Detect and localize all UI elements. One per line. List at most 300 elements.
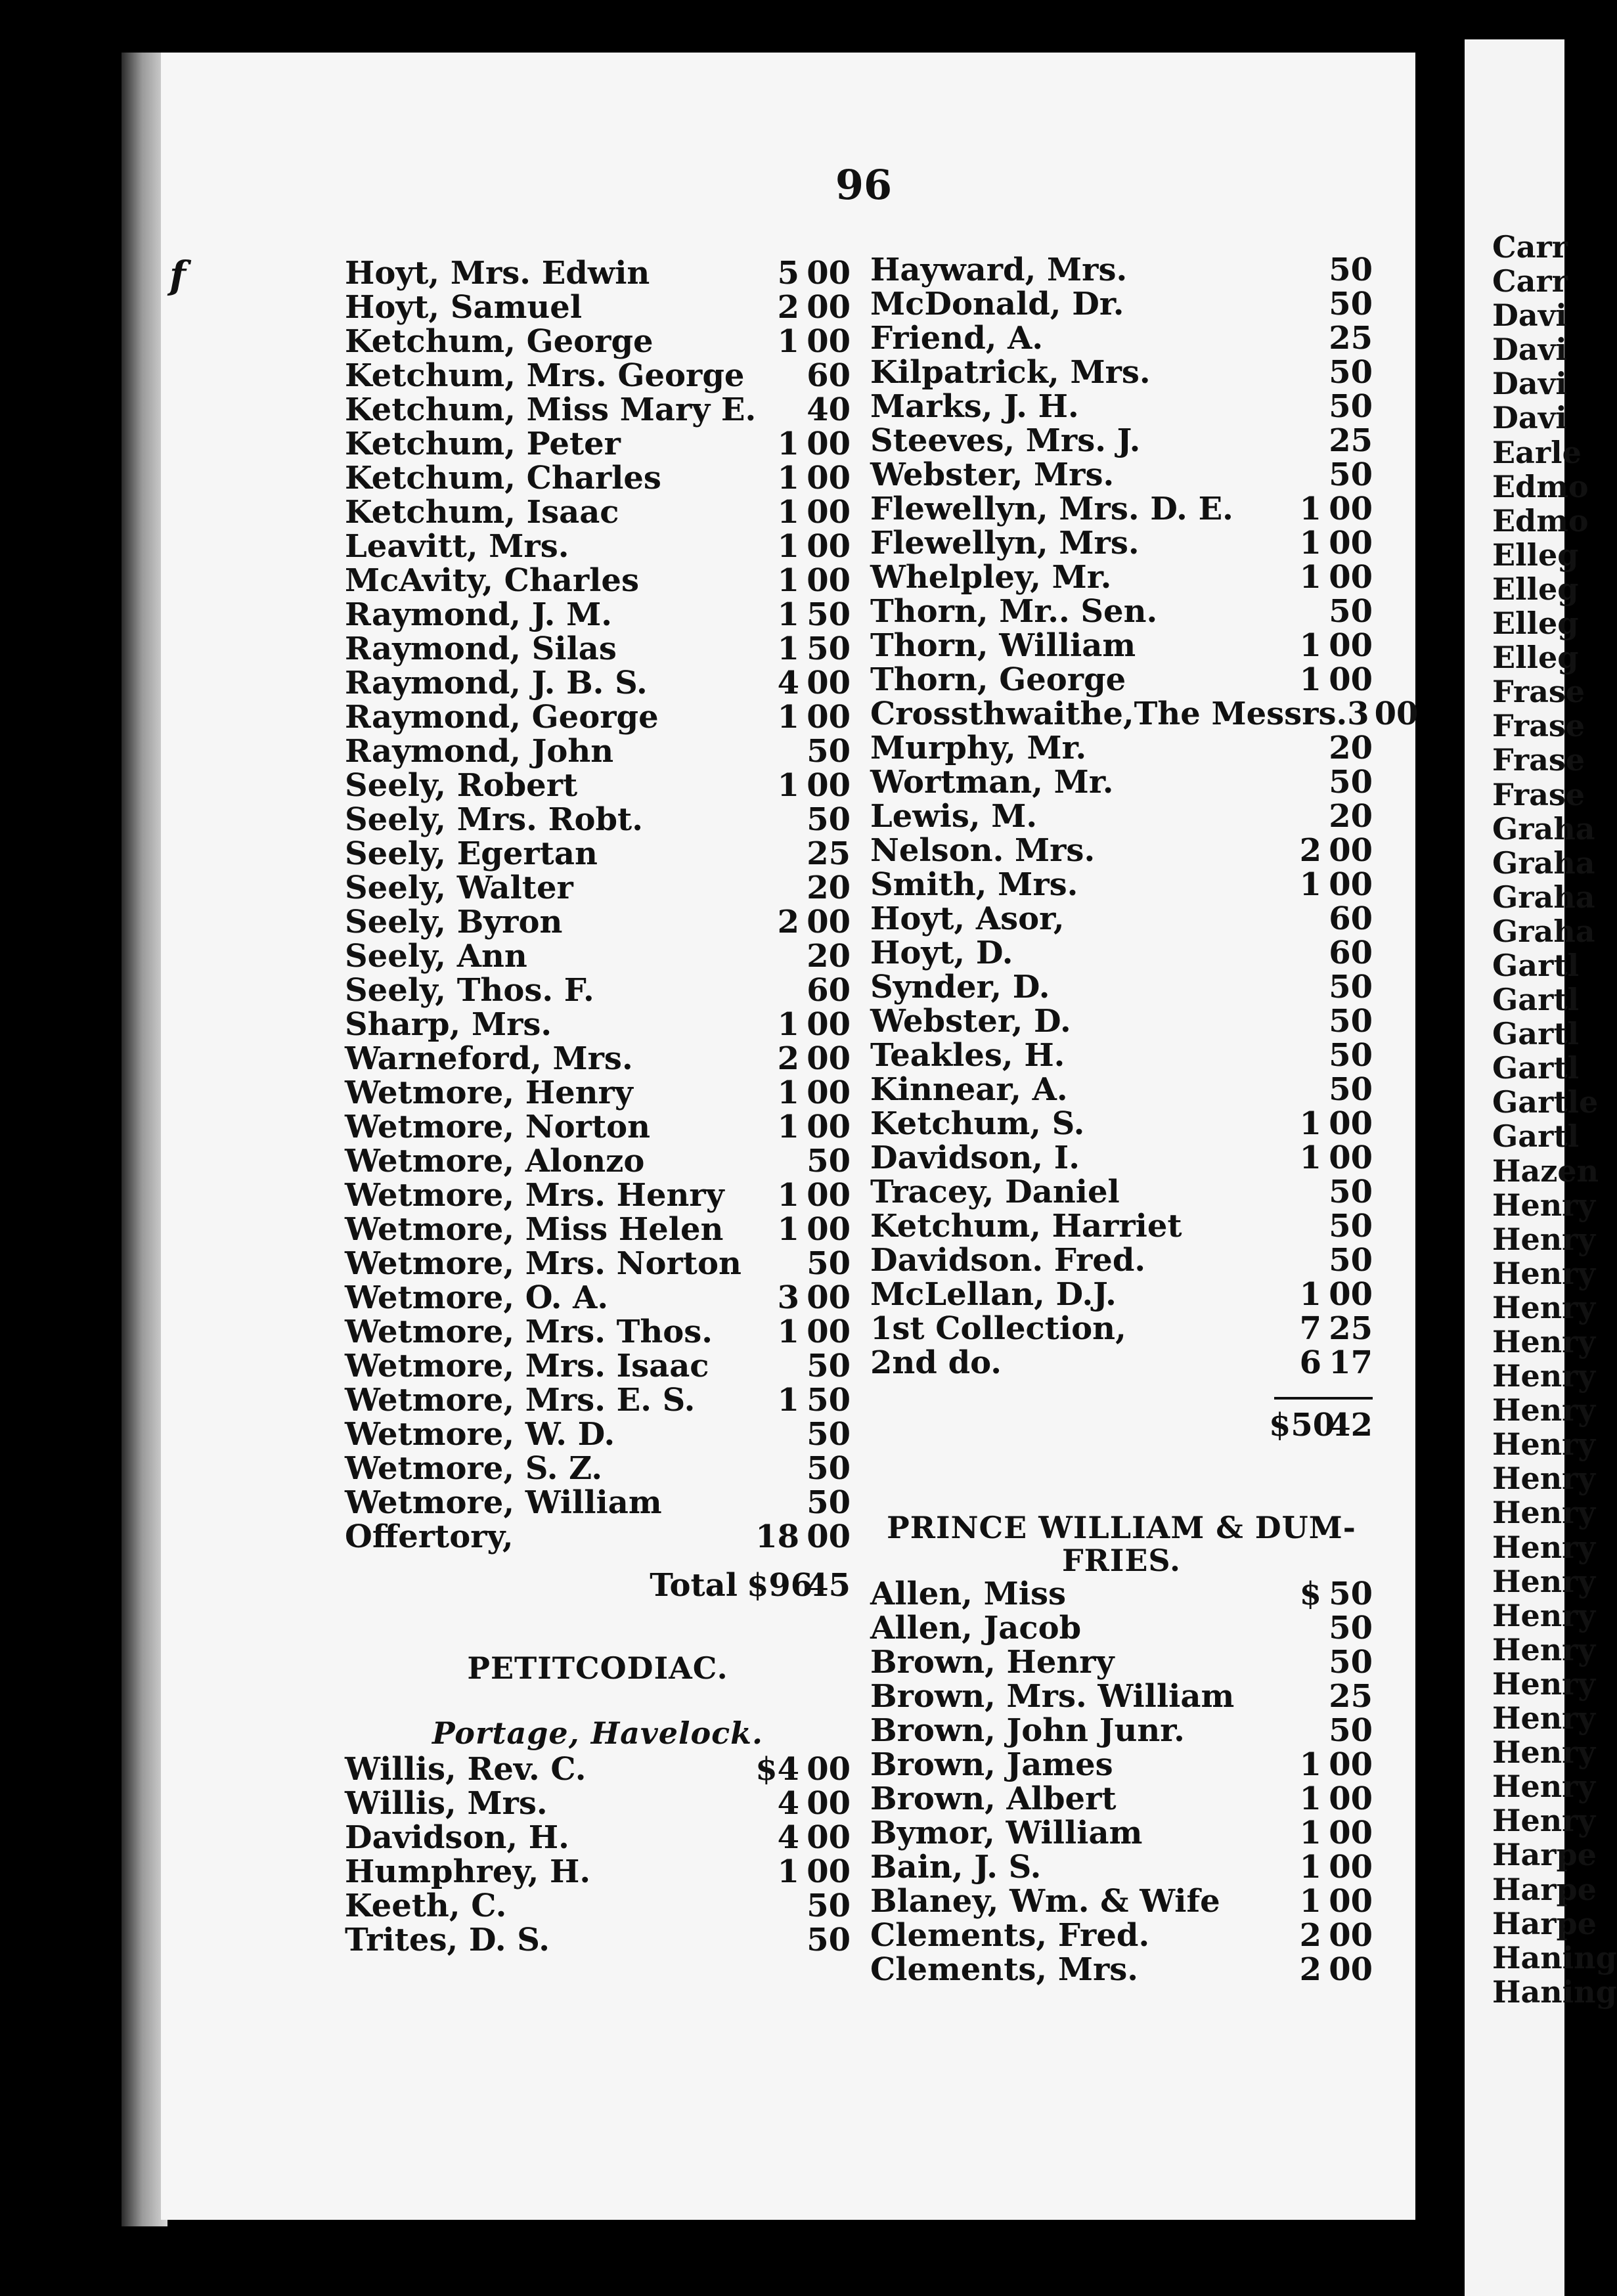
entry-name: Murphy, Mr. [870,730,1087,766]
entry-dollars: 2 [1299,1917,1321,1954]
entry-name: Wetmore, Norton [345,1109,651,1145]
entry-dollars [747,1349,805,1383]
entry-dollars: 1 [1299,525,1321,562]
entry-cents: 20 [807,870,851,906]
entry-dollars: $4 [755,1751,799,1788]
entry-name: Keeth, C. [345,1888,507,1924]
entry-name: Wetmore, W. D. [345,1416,615,1453]
entry-cents: 50 [807,596,851,633]
entry-row [345,461,851,495]
next-page-fragment: Henry [1492,1734,1596,1771]
entry-row [345,393,851,427]
entry-name: Ketchum, Charles [345,460,661,497]
entry-cents: 50 [807,1922,851,1958]
entry-cents: 50 [807,1888,851,1924]
entry-name: Smith, Mrs. [870,866,1078,903]
entry-name: Willis, Mrs. [345,1785,548,1822]
entry-row [345,1417,851,1451]
entry-row [870,389,1373,424]
entry-dollars [1269,1004,1327,1038]
entry-dollars [1269,765,1327,799]
entry-row [870,526,1373,560]
entry-row [870,560,1373,594]
petitcodiac-entries [345,1752,851,1957]
petitcodiac-heading: PETITCODIAC. [467,1650,728,1686]
next-page-fragment: Frase [1492,776,1585,812]
entry-cents: 60 [1329,935,1373,971]
entry-cents: 50 [807,1382,851,1419]
entry-row [345,803,851,837]
entry-dollars [1269,799,1327,833]
left-total-label: Total [650,1567,738,1604]
entry-cents: 00 [807,426,851,462]
entry-cents: 20 [807,938,851,975]
entry-cents: 00 [1329,1815,1373,1851]
next-page-fragment: Graha [1492,879,1595,915]
entry-name: Raymond, George [345,699,659,736]
entry-row [870,355,1373,389]
entry-dollars: 1 [777,1177,799,1214]
entry-name: Raymond, Silas [345,630,617,667]
entry-cents: 50 [807,1348,851,1384]
entry-cents: 50 [1329,969,1373,1005]
entry-dollars [756,393,807,427]
entry-dollars: 4 [777,1819,799,1856]
next-page-fragment: Henry [1492,1631,1596,1667]
entry-dollars: 1 [777,426,799,462]
entry-name: Sharp, Mrs. [345,1006,552,1043]
next-page-fragment: Carr [1492,229,1568,265]
entry-row [345,700,851,734]
entry-row [345,290,851,324]
entry-name: Thorn, William [870,627,1136,664]
entry-name: Flewellyn, Mrs. D. E. [870,491,1233,527]
entry-row [345,1786,851,1821]
entry-name: Willis, Rev. C. [345,1751,587,1788]
entry-cents: 50 [1329,1003,1373,1040]
entry-cents: 50 [1329,354,1373,391]
right-total-cents: 42 [1329,1407,1373,1444]
entry-dollars: 1 [777,767,799,804]
entry-name: Crossthwaithe,The Messrs. [870,695,1348,732]
entry-row [345,1383,851,1417]
entry-row [345,1281,851,1315]
entry-dollars: 1 [1299,1883,1321,1920]
entry-row [345,905,851,939]
entry-row [870,1107,1373,1141]
entry-row [345,598,851,632]
entry-name: Seely, Robert [345,767,578,804]
next-page-fragment: Henry [1492,1255,1596,1291]
entry-row [870,833,1373,868]
next-page-fragment: Hazen [1492,1153,1599,1189]
next-page-fragment: Carr [1492,263,1568,299]
entry-name: Ketchum, George [345,323,653,360]
entry-name: Ketchum, Harriet [870,1208,1182,1245]
entry-cents: 50 [1329,1037,1373,1074]
entry-name: Trites, D. S. [345,1922,550,1958]
entry-cents: 50 [1329,456,1373,493]
entry-dollars: 1 [777,1314,799,1350]
next-page-fragment: Davi [1492,366,1567,402]
entry-name: Seely, Egertan [345,835,598,872]
entry-name: Brown, John Junr. [870,1712,1185,1749]
entry-cents: 00 [807,289,851,326]
prince-william-entries [870,1577,1373,1987]
entry-row [870,1577,1373,1611]
entry-dollars: 4 [777,1785,799,1822]
right-total-dollars: $50 [1269,1407,1335,1444]
entry-row [345,1889,851,1923]
entry-name: Ketchum, S. [870,1105,1085,1142]
entry-cents: 25 [807,835,851,872]
entry-name: Offertory, [345,1518,514,1555]
entry-cents: 00 [1329,1746,1373,1783]
next-page-text [1492,229,1617,2010]
entry-cents: 00 [807,1751,851,1788]
entry-name: McAvity, Charles [345,562,639,599]
entry-row [870,1713,1373,1748]
entry-dollars [1269,594,1327,629]
next-page-fragment: Graha [1492,845,1595,881]
entry-dollars [747,1451,805,1486]
entry-dollars [1269,1679,1327,1713]
entry-row [870,902,1373,936]
entry-dollars [747,803,805,837]
entry-dollars: 1 [1299,1139,1321,1176]
next-page-fragment: Henry [1492,1495,1596,1531]
next-page-fragment: Elleg [1492,571,1579,607]
entry-row [870,1953,1373,1987]
entry-cents: 50 [807,1143,851,1180]
entry-dollars [1269,1209,1327,1243]
entry-name: Tracey, Daniel [870,1174,1120,1210]
entry-dollars: 1 [1299,1105,1321,1142]
next-page-fragment: Harpe [1492,1871,1597,1907]
entry-name: Thorn, George [870,661,1126,698]
entry-row [345,1451,851,1486]
entry-cents: 00 [807,1211,851,1248]
next-page-fragment: Harpe [1492,1837,1597,1873]
entry-name: Brown, Mrs. William [870,1678,1235,1715]
entry-name: Clements, Mrs. [870,1951,1138,1988]
entry-name: Seely, Byron [345,904,563,940]
entry-row [345,1212,851,1247]
entry-row [345,1076,851,1110]
entry-cents: 60 [807,357,851,394]
entry-name: Hoyt, Asor, [870,900,1065,937]
entry-dollars: 1 [777,1211,799,1248]
entry-dollars [747,1247,805,1281]
next-page-fragment: Henry [1492,1529,1596,1565]
entry-cents: 00 [1329,1951,1373,1988]
entry-dollars [1269,321,1327,355]
entry-name: Wetmore, Mrs. Thos. [345,1314,713,1350]
entry-row [345,1315,851,1349]
entry-dollars: 5 [777,255,799,292]
next-page-fragment: Henry [1492,1563,1596,1599]
entry-name: 2nd do. [870,1344,1002,1381]
entry-name: 1st Collection, [870,1310,1126,1347]
entry-dollars [1269,424,1327,458]
entry-cents: 50 [807,801,851,838]
entry-name: Wetmore, Mrs. Norton [345,1245,742,1282]
next-page-fragment: Edmo [1492,502,1589,539]
entry-row [345,632,851,666]
entry-row [870,458,1373,492]
entry-cents: 50 [1329,1712,1373,1749]
entry-row [345,324,851,359]
next-page-fragment: Elleg [1492,606,1579,642]
left-total-dollars: $96 [747,1567,813,1604]
next-page-fragment: Elleg [1492,640,1579,676]
entry-row [870,594,1373,629]
total-rule [1274,1397,1373,1400]
next-page-fragment: Henry [1492,1597,1596,1633]
next-page-fragment: Henry [1492,1324,1596,1359]
entry-cents: 00 [807,562,851,599]
entry-cents: 50 [1329,252,1373,288]
entry-cents: 17 [1329,1344,1373,1381]
entry-dollars [1269,902,1327,936]
entry-dollars [1269,1072,1327,1107]
next-page-fragment: Graha [1492,810,1595,847]
next-page-fragment: Elleg [1492,537,1579,573]
entry-name: Hayward, Mrs. [870,252,1128,288]
entry-cents: 50 [1329,1071,1373,1108]
entry-dollars: 1 [1299,1815,1321,1851]
entry-dollars: 1 [1299,866,1321,903]
next-page-fragment: Henry [1492,1187,1596,1223]
entry-name: Brown, Henry [870,1644,1115,1681]
entry-name: Allen, Jacob [870,1610,1082,1646]
entry-cents: 50 [1329,1644,1373,1681]
entry-row [870,321,1373,355]
entry-cents: 00 [807,904,851,940]
entry-cents: 00 [807,1314,851,1350]
entry-cents: 50 [807,1245,851,1282]
left-column [345,256,851,1957]
entry-cents: 00 [1329,1883,1373,1920]
entry-cents: 50 [807,1450,851,1487]
entry-cents: 00 [1329,491,1373,527]
entry-name: Humphrey, H. [345,1853,591,1890]
entry-row [870,1346,1373,1380]
entry-dollars [1269,355,1327,389]
next-page-fragment: Earle [1492,434,1582,470]
entry-dollars: 1 [777,460,799,497]
entry-row [345,837,851,871]
entry-dollars: 2 [1299,832,1321,869]
entry-row [870,1175,1373,1209]
entry-dollars [747,939,805,973]
entry-name: Seely, Walter [345,870,573,906]
entry-name: Webster, D. [870,1003,1071,1040]
entry-dollars: 1 [777,630,799,667]
entry-name: Wetmore, Mrs. E. S. [345,1382,696,1419]
entry-cents: 00 [807,1040,851,1077]
entry-name: Wetmore, Miss Helen [345,1211,724,1248]
next-page-fragment: Davi [1492,400,1567,436]
entry-row [870,1277,1373,1312]
entry-row [345,1178,851,1212]
entry-row [345,495,851,529]
next-page-fragment: Henry [1492,1358,1596,1394]
entry-name: Marks, J. H. [870,388,1079,425]
entry-dollars: 1 [777,699,799,736]
entry-cents: 50 [1329,593,1373,630]
entry-cents: 50 [1329,1576,1373,1612]
entry-row [345,1752,851,1786]
next-page-fragment: Davi [1492,332,1567,368]
entry-name: Wortman, Mr. [870,764,1114,801]
entry-row [345,529,851,563]
entry-dollars [1269,1713,1327,1748]
entry-dollars [1269,936,1327,970]
entry-row [870,1004,1373,1038]
entry-row [870,629,1373,663]
left-total-row [345,1568,851,1602]
entry-dollars [1269,389,1327,424]
entry-row [345,1520,851,1554]
entry-row [870,731,1373,765]
entry-name: Davidson, H. [345,1819,569,1856]
entry-dollars: 1 [777,596,799,633]
entry-name: Ketchum, Peter [345,426,621,462]
entry-name: Kilpatrick, Mrs. [870,354,1151,391]
margin-mark: f [169,253,186,298]
entry-dollars [747,1417,805,1451]
entry-dollars [1269,1611,1327,1645]
entry-row [870,424,1373,458]
entry-name: Kinnear, A. [870,1071,1068,1108]
entry-name: Wetmore, Mrs. Isaac [345,1348,709,1384]
entry-dollars: 1 [1299,1276,1321,1313]
entry-cents: 25 [1329,1678,1373,1715]
entry-name: Bymor, William [870,1815,1143,1851]
next-page-fragment: Graha [1492,913,1595,949]
entry-name: McDonald, Dr. [870,286,1124,322]
entry-dollars: 1 [777,323,799,360]
entry-cents: 00 [807,767,851,804]
entry-cents: 00 [1374,695,1419,732]
entry-dollars: 1 [777,528,799,565]
entry-row [345,1486,851,1520]
entry-cents: 50 [1329,1242,1373,1279]
entry-name: Wetmore, Henry [345,1074,633,1111]
entry-row [870,1679,1373,1713]
next-page-fragment: Frase [1492,674,1585,710]
entry-row [345,1855,851,1889]
entry-row [345,939,851,973]
entry-row [870,765,1373,799]
next-page-fragment: Davi [1492,298,1567,334]
entry-row [870,253,1373,287]
entry-dollars: 1 [1299,661,1321,698]
entry-dollars: 1 [1299,491,1321,527]
entry-dollars: 2 [777,1040,799,1077]
entry-dollars: 4 [777,665,799,701]
entry-name: Brown, Albert [870,1780,1117,1817]
entry-cents: 00 [807,665,851,701]
entry-cents: 00 [1329,866,1373,903]
entry-cents: 00 [1329,1780,1373,1817]
entry-row [345,1821,851,1855]
entry-dollars [747,359,805,393]
entry-name: Hoyt, D. [870,935,1013,971]
entry-dollars [1269,287,1327,321]
entry-name: Wetmore, Mrs. Henry [345,1177,724,1214]
entry-cents: 00 [807,699,851,736]
entry-name: Thorn, Mr.. Sen. [870,593,1158,630]
next-page-fragment: Henry [1492,1289,1596,1325]
entry-dollars [747,973,805,1007]
entry-dollars: $ [1299,1576,1321,1612]
left-column-entries [345,256,851,1554]
entry-name: Teakles, H. [870,1037,1065,1074]
entry-row [345,768,851,803]
entry-name: Synder, D. [870,969,1050,1005]
entry-name: Lewis, M. [870,798,1038,835]
entry-dollars: 2 [777,904,799,940]
entry-name: Seely, Mrs. Robt. [345,801,643,838]
entry-cents: 25 [1329,320,1373,357]
entry-row [345,1042,851,1076]
entry-dollars: 1 [1299,627,1321,664]
entry-cents: 00 [807,1518,851,1555]
entry-dollars: 1 [777,494,799,531]
entry-name: Flewellyn, Mrs. [870,525,1140,562]
next-page-fragment: Haning [1492,1939,1617,1976]
entry-row [345,1349,851,1383]
entry-row [870,663,1373,697]
entry-row [345,1144,851,1178]
entry-name: Steeves, Mrs. J. [870,422,1141,459]
entry-name: Ketchum, Isaac [345,494,619,531]
entry-cents: 50 [1329,1174,1373,1210]
entry-dollars [747,1486,805,1520]
entry-name: Wetmore, O. A. [345,1279,609,1316]
entry-cents: 60 [1329,900,1373,937]
next-page-fragment: Harpe [1492,1905,1597,1941]
entry-cents: 50 [807,733,851,770]
entry-dollars [1269,1175,1327,1209]
entry-name: McLellan, D.J. [870,1276,1117,1313]
entry-dollars: 1 [1299,1849,1321,1886]
next-page-fragment: Gartl [1492,947,1580,983]
entry-name: Allen, Miss [870,1576,1066,1612]
entry-dollars: 1 [777,1074,799,1111]
entry-cents: 00 [1329,525,1373,562]
entry-cents: 00 [807,494,851,531]
next-page-fragment: Henry [1492,1769,1596,1805]
entry-cents: 00 [807,1177,851,1214]
next-page-fragment: Henry [1492,1221,1596,1257]
entry-row [345,1110,851,1144]
entry-dollars: 7 [1299,1310,1321,1347]
entry-cents: 50 [1329,388,1373,425]
next-page-fragment: Edmo [1492,468,1589,504]
entry-row [870,799,1373,833]
entry-cents: 60 [807,972,851,1009]
entry-row [345,666,851,700]
prince-william-heading-line1: PRINCE WILLIAM & DUM- [887,1510,1356,1545]
next-page-fragment: Frase [1492,742,1585,778]
entry-name: Brown, James [870,1746,1113,1783]
entry-row [870,1611,1373,1645]
entry-name: Clements, Fred. [870,1917,1150,1954]
entry-name: Warneford, Mrs. [345,1040,633,1077]
